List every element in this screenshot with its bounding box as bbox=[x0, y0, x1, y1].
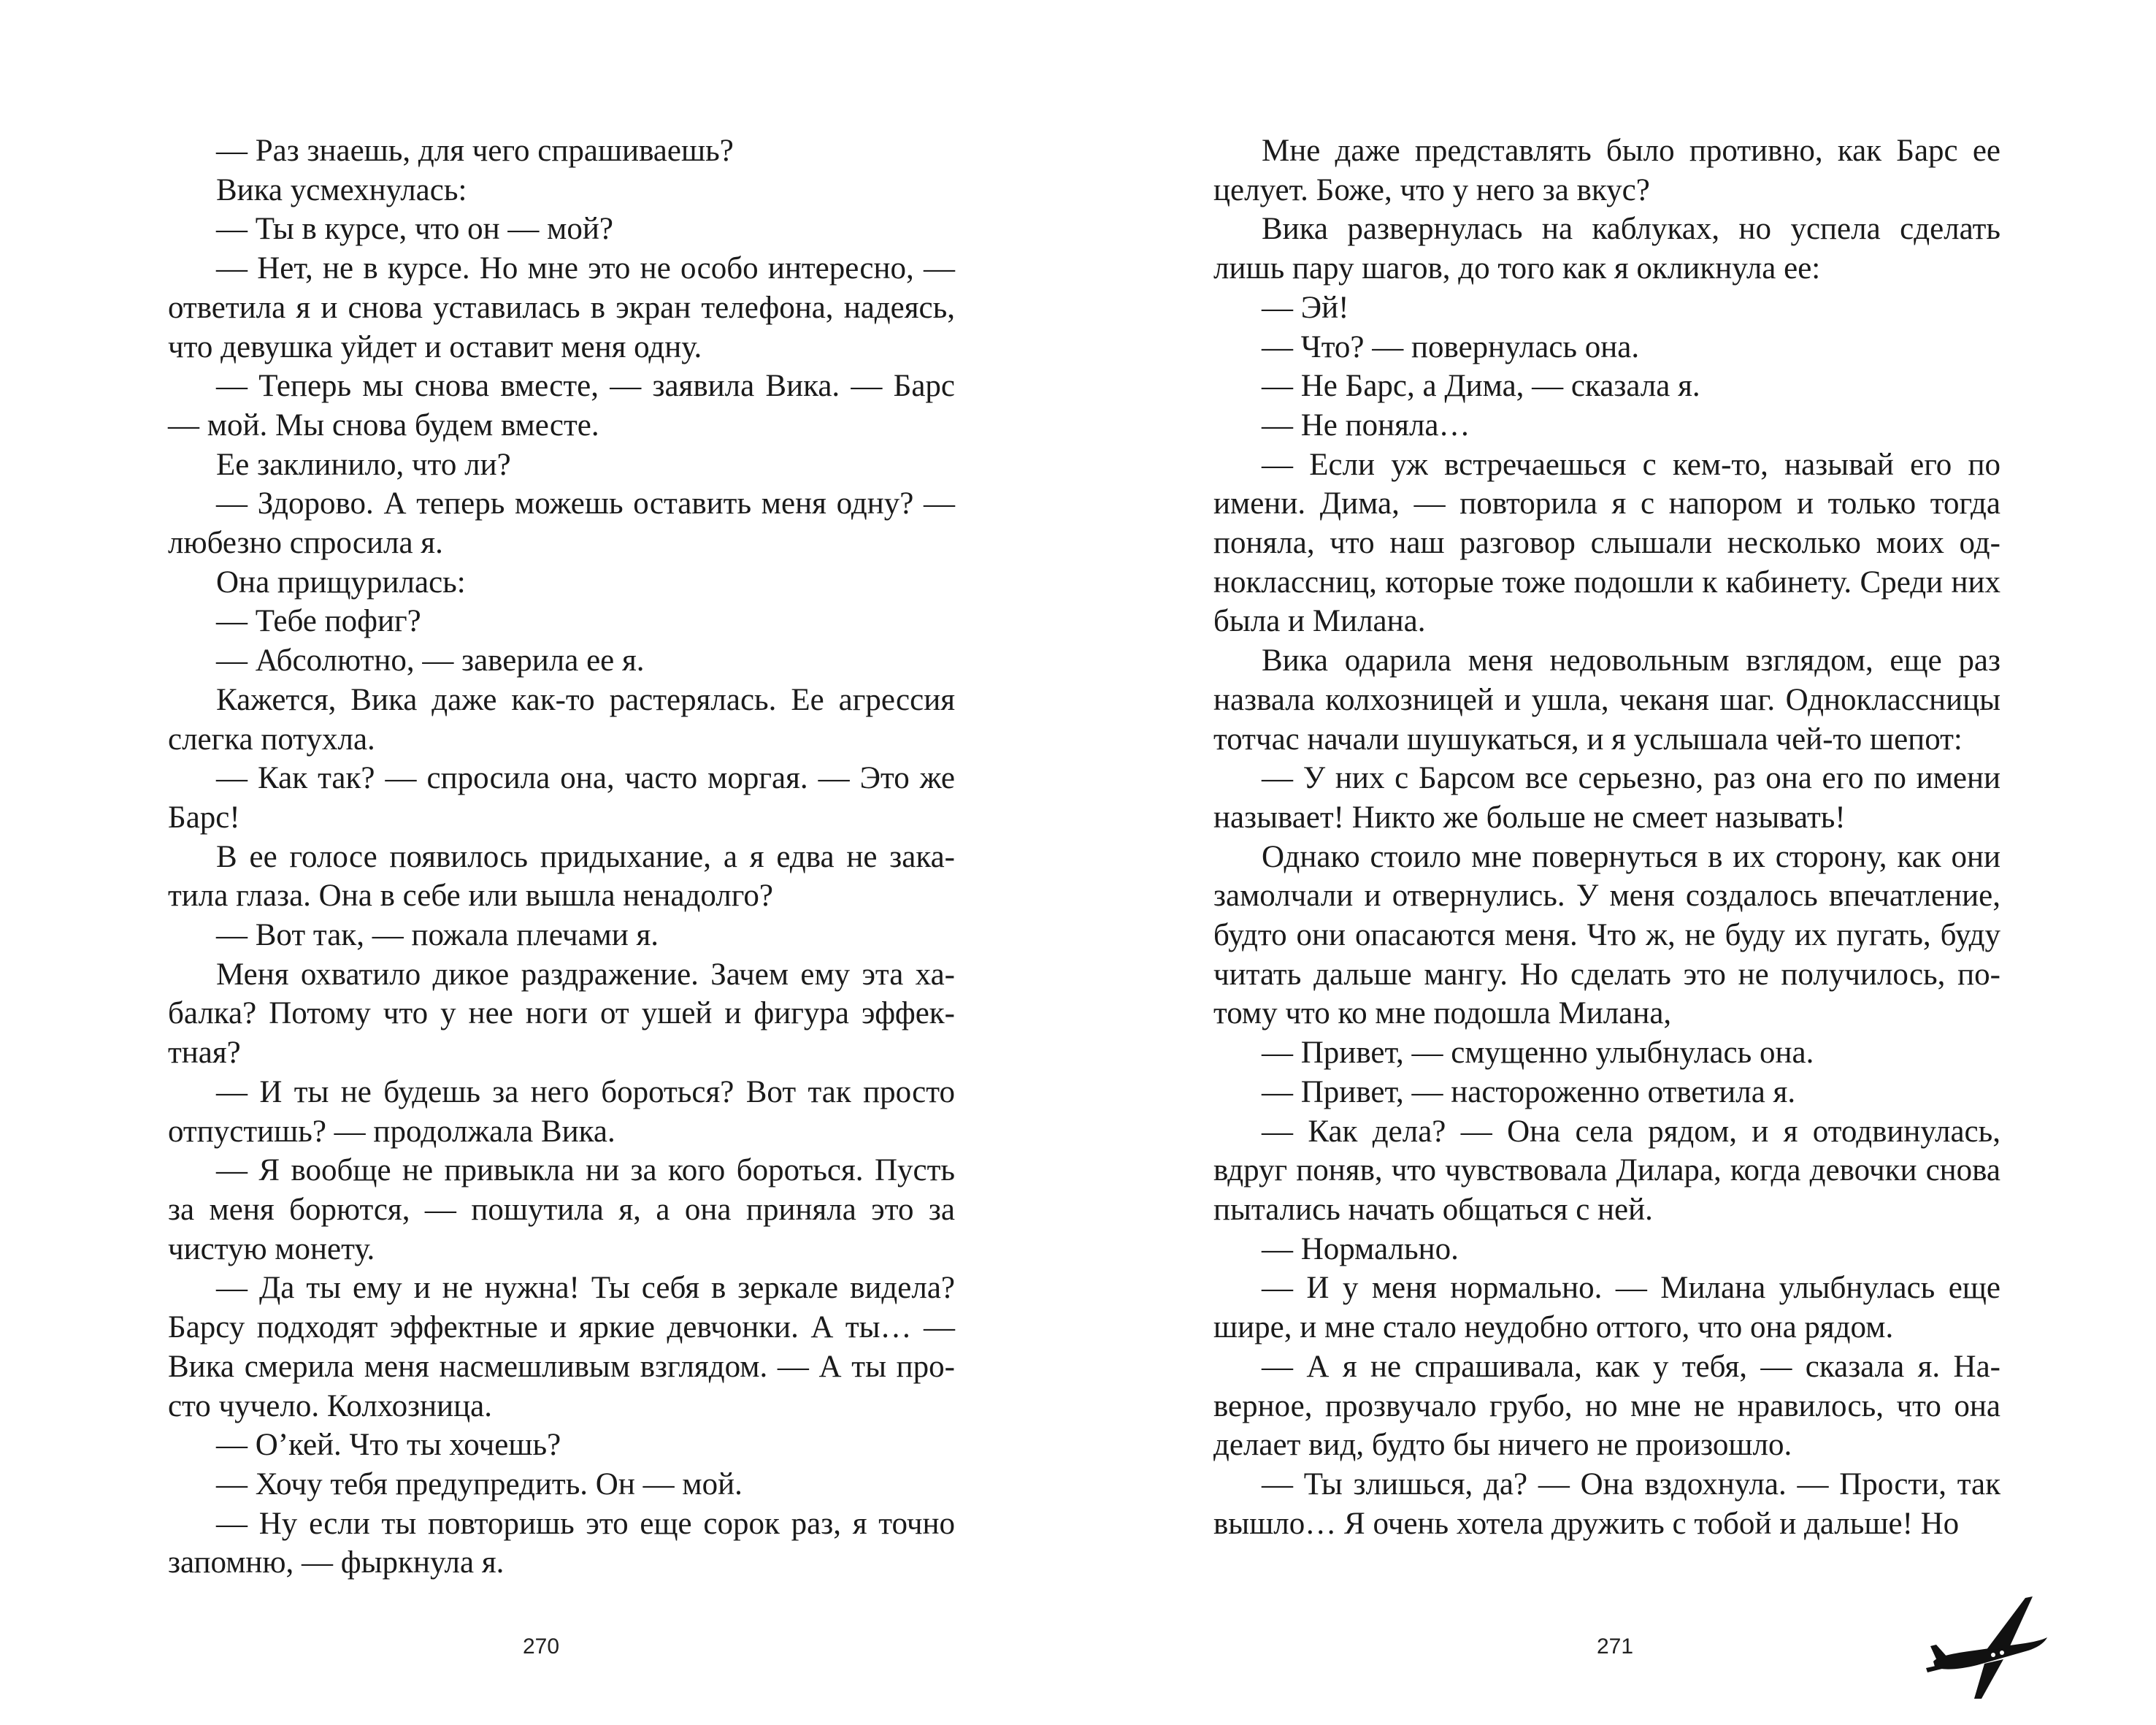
paragraph: Мне даже представлять было противно, как Барс ее целует. Боже, что у него за вкус? bbox=[1213, 134, 2000, 207]
paragraph: — Я вообще не привыкла ни за кого бороться. Пусть за меня борются, — пошутила я, а она приняла это за чистую монету. bbox=[168, 1153, 955, 1266]
left-page-text bbox=[168, 131, 955, 1599]
paragraph: — Ты в курсе, что он — мой? bbox=[216, 212, 613, 247]
paragraph: Однако стоило мне повернуться в их сторону, как они замолчали и отвернулись. У меня создалось впечатление, будто они опасаются меня. Что ж, не буду их пугать, буду читать дальше мангу. Но сделать это не получилось, потому что ко мне подошла Милана, bbox=[1213, 839, 2000, 1031]
paragraph: — Нормально. bbox=[1262, 1231, 1459, 1266]
paragraph: — Раз знаешь, для чего спрашиваешь? bbox=[216, 134, 734, 168]
paragraph: — Что? — повернулась она. bbox=[1262, 329, 1640, 364]
paragraph: — О’кей. Что ты хочешь? bbox=[216, 1428, 561, 1463]
airplane-icon bbox=[1923, 1592, 2055, 1702]
paragraph: Она прищурилась: bbox=[216, 565, 466, 600]
paragraph: — Абсолютно, — заверила ее я. bbox=[216, 643, 645, 678]
page-number-right: 271 bbox=[1596, 1634, 1634, 1659]
paragraph: — Хочу тебя предупредить. Он — мой. bbox=[216, 1466, 743, 1502]
paragraph: — Нет, не в курсе. Но мне это не особо интересно, — ответила я и снова уставилась в экран телефона, надеясь, что девушка уйдет и оставит меня одну. bbox=[168, 251, 955, 364]
paragraph: — Как дела? — Она села рядом, и я отодвинулась, вдруг поняв, что чувствовала Дилара, когда девочки снова пытались начать общаться с ней. bbox=[1213, 1114, 2000, 1227]
paragraph: — Привет, — смущенно улыбнулась она. bbox=[1262, 1036, 1814, 1071]
paragraph: — Эй! bbox=[1262, 290, 1349, 325]
paragraph: — Не поняла… bbox=[1262, 408, 1470, 443]
paragraph: — Ты злишься, да? — Она вздохнула. — Прости, так вышло… Я очень хотела дружить с тобой и дальше! Но bbox=[1213, 1466, 2000, 1541]
paragraph: В ее голосе появилось придыхание, а я едва не закатила глаза. Она в себе или вышла ненадолго? bbox=[168, 839, 955, 914]
paragraph: Вика развернулась на каблуках, но успела сделать лишь пару шагов, до того как я окликнула ее: bbox=[1213, 212, 2000, 286]
paragraph: — У них с Барсом все серьезно, раз она его по имени называет! Никто же больше не смеет называть! bbox=[1213, 761, 2000, 835]
paragraph: — Привет, — настороженно ответила я. bbox=[1262, 1074, 1796, 1109]
paragraph: — Вот так, — пожала плечами я. bbox=[216, 918, 659, 953]
paragraph: Меня охватило дикое раздражение. Зачем ему эта хабалка? Потому что у нее ноги от ушей и фигура эффектная? bbox=[168, 957, 955, 1071]
paragraph: Кажется, Вика даже как-то растерялась. Ее агрессия слегка потухла. bbox=[168, 682, 955, 757]
page-number-left: 270 bbox=[522, 1634, 560, 1659]
paragraph: — Теперь мы снова вместе, — заявила Вика. — Барс — мой. Мы снова будем вместе. bbox=[168, 369, 955, 443]
paragraph: — И ты не будешь за него бороться? Вот так просто отпустишь? — продолжала Вика. bbox=[168, 1074, 955, 1149]
paragraph: — А я не спрашивала, как у тебя, — сказала я. Наверное, прозвучало грубо, но мне не нравилось, что она делает вид, будто бы ничего не произошло. bbox=[1213, 1349, 2000, 1463]
paragraph: — Если уж встречаешься с кем-то, называй его по имени. Дима, — повторила я с напором и только тогда поняла, что наш разговор слышали несколько моих одноклассниц, которые тоже подошли к кабинету. Среди них была и Милана. bbox=[1213, 447, 2000, 639]
paragraph: — Ну если ты повторишь это еще сорок раз, я точно запомню, — фыркнула я. bbox=[168, 1506, 955, 1580]
paragraph: Вика усмехнулась: bbox=[216, 172, 467, 207]
paragraph: — Как так? — спросила она, часто моргая. — Это же Барс! bbox=[168, 761, 955, 835]
paragraph: — Здорово. А теперь можешь оставить меня одну? — любезно спросила я. bbox=[168, 486, 955, 561]
paragraph: — Не Барс, а Дима, — сказала я. bbox=[1262, 369, 1700, 404]
paragraph: Вика одарила меня недовольным взглядом, еще раз назвала колхозницей и ушла, чеканя шаг. Одноклассницы тотчас начали шушукаться, и я услышала чей-то шепот: bbox=[1213, 643, 2000, 757]
paragraph: — Тебе пофиг? bbox=[216, 604, 421, 639]
right-page-text bbox=[1213, 131, 2000, 1599]
paragraph: — Да ты ему и не нужна! Ты себя в зеркале видела? Барсу подходят эффектные и яркие девчонки. А ты… — Вика смерила меня насмешливым взглядом. — А ты просто чучело. Колхозница. bbox=[168, 1271, 955, 1423]
paragraph: Ее заклинило, что ли? bbox=[216, 447, 511, 482]
paragraph: — И у меня нормально. — Милана улыбнулась еще шире, и мне стало неудобно оттого, что она рядом. bbox=[1213, 1271, 2000, 1345]
